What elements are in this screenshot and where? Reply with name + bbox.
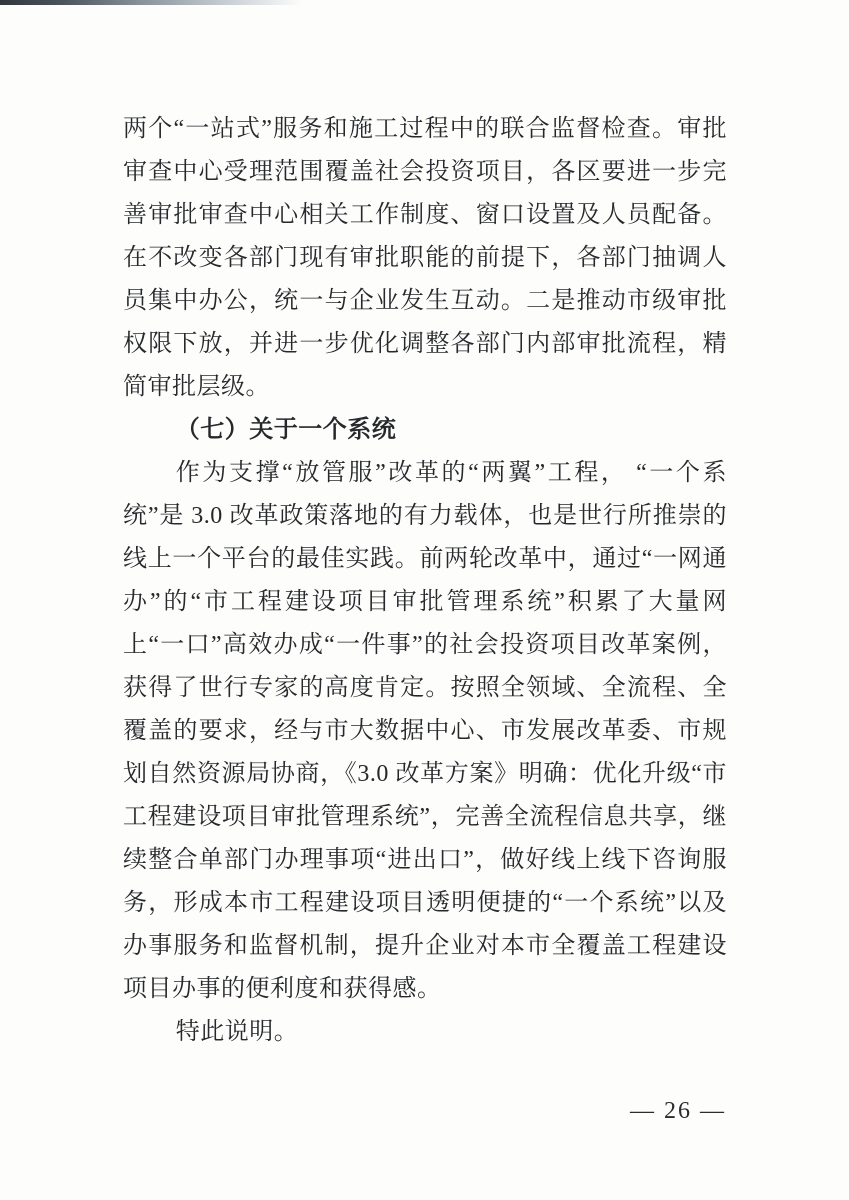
scan-edge-artifact <box>0 0 315 5</box>
paragraph-closing: 特此说明。 <box>175 1019 299 1045</box>
page-number: — 26 — <box>630 1098 726 1124</box>
section-heading: （七）关于一个系统 <box>175 417 397 443</box>
paragraph-continuation: 两个“一站式”服务和施工过程中的联合监督检查。审批审查中心受理范围覆盖社会投资项目，各区要进一步完善审批审查中心相关工作制度、窗口设置及人员配备。在不改变各部门现有审批职能的前提下，各部门抽调人员集中办公，统一与企业发生互动。二是推动市级审批权限下放，并进一步优化调整各部门内部审批流程，精简审批层级。 <box>123 116 727 400</box>
document-body <box>123 108 727 1054</box>
paragraph-body: 作为支撑“放管服”改革的“两翼”工程， “一个系统”是 3.0 改革政策落地的有力载体，也是世行所推崇的线上一个平台的最佳实践。前两轮改革中，通过“一网通办”的“市工程建设项目审批管理系统”积累了大量网上“一口”高效办成“一件事”的社会投资项目改革案例，获得了世行专家的高度肯定。按照全领域、全流程、全覆盖的要求，经与市大数据中心、市发展改革委、市规划自然资源局协商，《3.0 改革方案》明确：优化升级“市工程建设项目审批管理系统”，完善全流程信息共享，继续整合单部门办理事项“进出口”，做好线上线下咨询服务，形成本市工程建设项目透明便捷的“一个系统”以及办事服务和监督机制，提升企业对本市全覆盖工程建设项目办事的便利度和获得感。 <box>123 460 727 1002</box>
